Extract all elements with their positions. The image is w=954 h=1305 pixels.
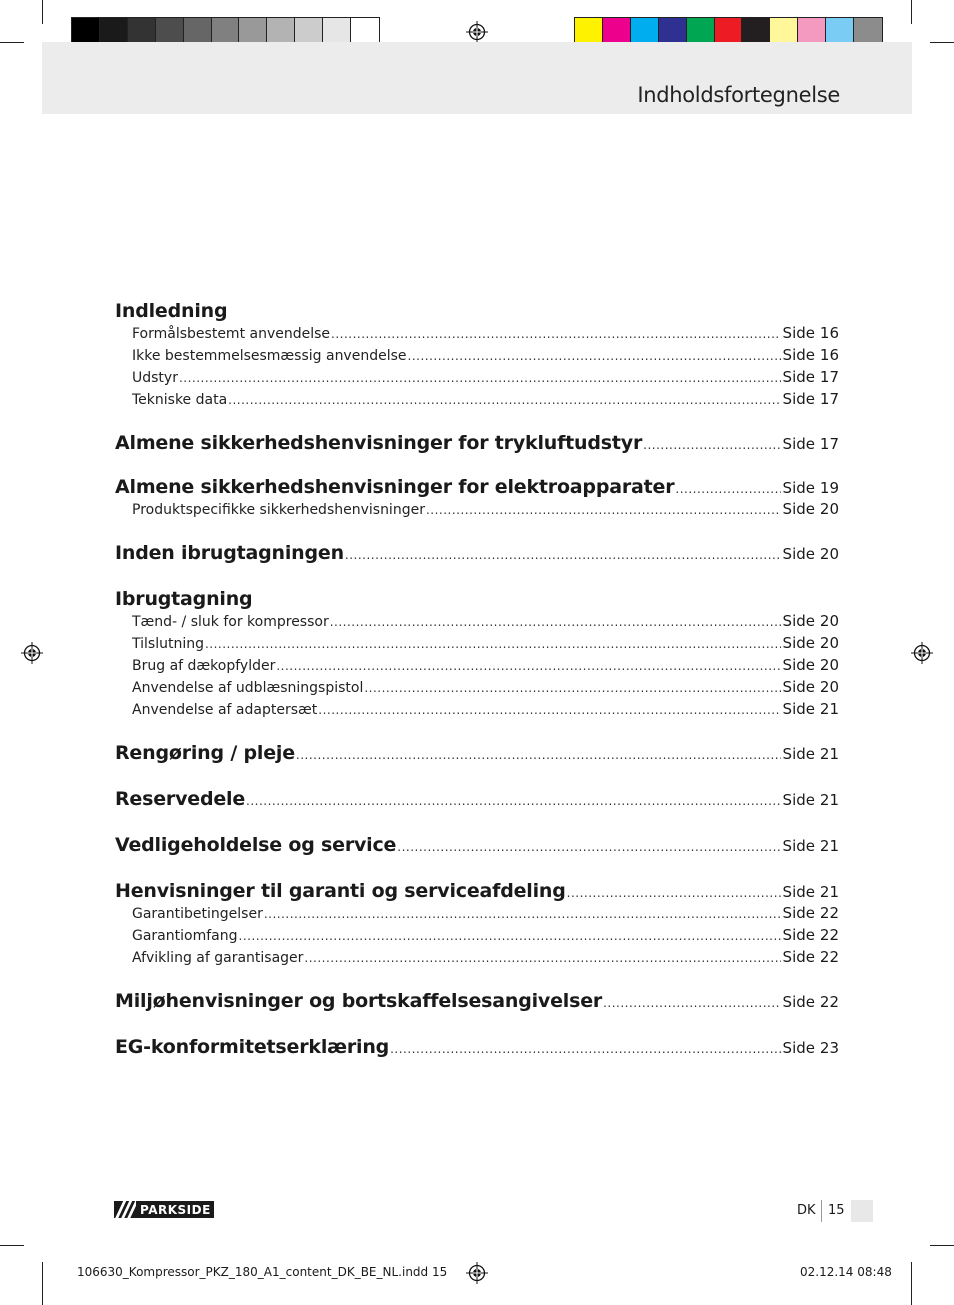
toc-page-number: 21 <box>819 837 839 855</box>
toc-page-number: 19 <box>819 479 839 497</box>
page-ref-word: Side <box>782 390 815 408</box>
toc-heading[interactable] <box>115 476 839 500</box>
page-ref-word: Side <box>782 904 815 922</box>
toc-page-number: 22 <box>819 926 839 944</box>
toc-section <box>115 300 839 412</box>
toc-entry[interactable] <box>115 656 839 678</box>
toc-heading-label: EG-konformitetserklæring <box>115 1036 390 1058</box>
toc-entry-label: Anvendelse af adaptersæt <box>132 702 318 718</box>
dot-leader <box>603 996 780 1010</box>
toc-entry[interactable] <box>115 678 839 700</box>
toc-heading-label: Indledning <box>115 300 228 322</box>
crop-mark <box>0 42 24 43</box>
toc-page-number: 20 <box>819 500 839 518</box>
color-swatch <box>212 18 240 45</box>
crop-mark <box>42 1262 43 1305</box>
dot-leader <box>239 929 781 943</box>
color-swatch <box>100 18 128 45</box>
brand-stripes-icon <box>114 1201 136 1218</box>
brand-name: PARKSIDE <box>140 1202 211 1217</box>
registration-mark-icon <box>21 642 43 664</box>
toc-heading[interactable] <box>115 990 839 1014</box>
page-ref-word: Side <box>782 479 815 497</box>
page-ref-word: Side <box>782 700 815 718</box>
toc-page-number: 21 <box>819 700 839 718</box>
table-of-contents <box>115 280 839 1060</box>
registration-mark-icon <box>466 1262 488 1284</box>
toc-heading-label: Vedligeholdelse og service <box>115 834 397 856</box>
page-ref-word: Side <box>782 926 815 944</box>
toc-heading-label: Almene sikkerhedshenvisninger for elektroapparater <box>115 476 675 498</box>
toc-heading-label: Reservedele <box>115 788 246 810</box>
dot-leader <box>330 615 781 629</box>
color-swatch <box>72 18 100 45</box>
toc-page-number: 17 <box>819 368 839 386</box>
toc-page-number: 16 <box>819 346 839 364</box>
page-ref-word: Side <box>782 500 815 518</box>
toc-entry-label: Tænd- / sluk for kompressor <box>132 614 329 630</box>
toc-heading[interactable] <box>115 542 839 566</box>
toc-entry-label: Tekniske data <box>132 392 228 408</box>
toc-page-number: 17 <box>819 390 839 408</box>
page-title: Indholdsfortegnelse <box>637 83 840 107</box>
dot-leader <box>331 327 781 341</box>
color-swatch <box>295 18 323 45</box>
page-ref-word: Side <box>782 678 815 696</box>
toc-entry[interactable] <box>115 948 839 970</box>
dot-leader <box>205 637 781 651</box>
color-swatch <box>156 18 184 45</box>
brand-logo <box>114 1201 214 1218</box>
color-swatch <box>351 18 379 45</box>
dot-leader <box>246 794 781 808</box>
registration-mark-icon <box>911 642 933 664</box>
toc-page-number: 20 <box>819 545 839 563</box>
toc-entry-label: Afvikling af garantisager <box>132 950 304 966</box>
toc-entry[interactable] <box>115 346 839 368</box>
color-swatch <box>184 18 212 45</box>
toc-entry-label: Tilslutning <box>132 636 204 652</box>
toc-entry-label: Brug af dækopfylder <box>132 658 276 674</box>
page-ref-word: Side <box>782 948 815 966</box>
color-swatch <box>323 18 351 45</box>
dot-leader <box>397 840 780 854</box>
toc-heading-label: Inden ibrugtagningen <box>115 542 344 564</box>
dot-leader <box>264 907 781 921</box>
toc-section <box>115 990 839 1014</box>
page-ref-word: Side <box>782 545 815 563</box>
page-ref-word: Side <box>782 745 815 763</box>
page-ref-word: Side <box>782 791 815 809</box>
toc-entry-label: Ikke bestemmelsesmæssig anvendelse <box>132 348 407 364</box>
toc-section <box>115 880 839 970</box>
toc-heading[interactable] <box>115 880 839 904</box>
color-swatch <box>239 18 267 45</box>
toc-page-number: 21 <box>819 745 839 763</box>
toc-page-number: 21 <box>819 791 839 809</box>
toc-entry[interactable] <box>115 500 839 522</box>
color-swatch <box>603 18 631 45</box>
toc-entry[interactable] <box>115 926 839 948</box>
dot-leader <box>675 482 780 496</box>
language-code: DK <box>797 1203 816 1218</box>
toc-entry[interactable] <box>115 700 839 722</box>
page-ref-word: Side <box>782 656 815 674</box>
crop-mark <box>0 1245 24 1246</box>
toc-entry-label: Garantiomfang <box>132 928 238 944</box>
page-ref-word: Side <box>782 837 815 855</box>
toc-page-number: 20 <box>819 612 839 630</box>
page-ref-word: Side <box>782 634 815 652</box>
toc-page-number: 17 <box>819 435 839 453</box>
page-number-box <box>851 1200 873 1222</box>
dot-leader <box>345 548 781 562</box>
toc-page-number: 22 <box>819 993 839 1011</box>
page-ref-word: Side <box>782 1039 815 1057</box>
toc-entry-label: Anvendelse af udblæsningspistol <box>132 680 364 696</box>
color-swatch <box>715 18 743 45</box>
page-number: 15 <box>828 1203 845 1218</box>
dot-leader <box>408 349 781 363</box>
dot-leader <box>567 886 781 900</box>
color-swatch <box>826 18 854 45</box>
color-swatch <box>631 18 659 45</box>
toc-section <box>115 1036 839 1060</box>
color-swatch <box>770 18 798 45</box>
color-swatch <box>267 18 295 45</box>
toc-entry-label: Garantibetingelser <box>132 906 263 922</box>
toc-entry-label: Udstyr <box>132 370 178 386</box>
toc-section <box>115 542 839 566</box>
dot-leader <box>179 371 781 385</box>
slug-date: 02.12.14 08:48 <box>800 1265 892 1279</box>
toc-heading[interactable] <box>115 300 839 324</box>
page-ref-word: Side <box>782 993 815 1011</box>
toc-heading[interactable] <box>115 1036 839 1060</box>
toc-entry[interactable] <box>115 612 839 634</box>
toc-section <box>115 476 839 522</box>
color-swatch <box>798 18 826 45</box>
color-swatch <box>687 18 715 45</box>
slug-filename: 106630_Kompressor_PKZ_180_A1_content_DK_BE_NL.indd 15 <box>77 1265 448 1279</box>
toc-heading[interactable] <box>115 742 839 766</box>
dot-leader <box>304 951 780 965</box>
color-swatch <box>128 18 156 45</box>
toc-page-number: 21 <box>819 883 839 901</box>
dot-leader <box>390 1042 780 1056</box>
toc-page-number: 20 <box>819 678 839 696</box>
toc-page-number: 23 <box>819 1039 839 1057</box>
toc-heading-label: Almene sikkerhedshenvisninger for trykluftudstyr <box>115 432 643 454</box>
page-ref-word: Side <box>782 324 815 342</box>
color-swatch <box>659 18 687 45</box>
dot-leader <box>228 393 780 407</box>
dot-leader <box>276 659 780 673</box>
toc-entry-label: Formålsbestemt anvendelse <box>132 326 331 342</box>
toc-page-number: 22 <box>819 948 839 966</box>
dot-leader <box>318 703 780 717</box>
crop-mark <box>42 0 43 24</box>
toc-heading-label: Miljøhenvisninger og bortskaffelsesangivelser <box>115 990 603 1012</box>
toc-section <box>115 788 839 812</box>
toc-heading[interactable] <box>115 834 839 858</box>
toc-entry[interactable] <box>115 390 839 412</box>
toc-entry[interactable] <box>115 634 839 656</box>
dot-leader <box>426 503 781 517</box>
toc-entry-label: Produktspecifikke sikkerhedshenvisninger <box>132 502 425 518</box>
dot-leader <box>364 681 780 695</box>
divider <box>821 1200 822 1222</box>
toc-heading-label: Henvisninger til garanti og serviceafdeling <box>115 880 566 902</box>
dot-leader <box>643 438 780 452</box>
crop-mark <box>930 1245 954 1246</box>
toc-entry[interactable] <box>115 324 839 346</box>
toc-section <box>115 742 839 766</box>
toc-heading-label: Ibrugtagning <box>115 588 253 610</box>
page-ref-word: Side <box>782 368 815 386</box>
toc-section <box>115 588 839 722</box>
toc-page-number: 22 <box>819 904 839 922</box>
toc-entry[interactable] <box>115 368 839 390</box>
crop-mark <box>911 0 912 24</box>
crop-mark <box>911 1262 912 1305</box>
toc-heading[interactable] <box>115 788 839 812</box>
dot-leader <box>296 748 781 762</box>
page-ref-word: Side <box>782 612 815 630</box>
toc-section <box>115 432 839 456</box>
toc-page-number: 20 <box>819 634 839 652</box>
page-ref-word: Side <box>782 435 815 453</box>
color-swatch <box>575 18 603 45</box>
toc-heading[interactable] <box>115 432 839 456</box>
color-swatch <box>854 18 882 45</box>
toc-entry[interactable] <box>115 904 839 926</box>
toc-page-number: 20 <box>819 656 839 674</box>
page-ref-word: Side <box>782 346 815 364</box>
toc-heading[interactable] <box>115 588 839 612</box>
toc-page-number: 16 <box>819 324 839 342</box>
toc-heading-label: Rengøring / pleje <box>115 742 295 764</box>
color-swatch <box>742 18 770 45</box>
crop-mark <box>930 42 954 43</box>
toc-section <box>115 834 839 858</box>
page-ref-word: Side <box>782 883 815 901</box>
registration-mark-icon <box>466 21 488 43</box>
